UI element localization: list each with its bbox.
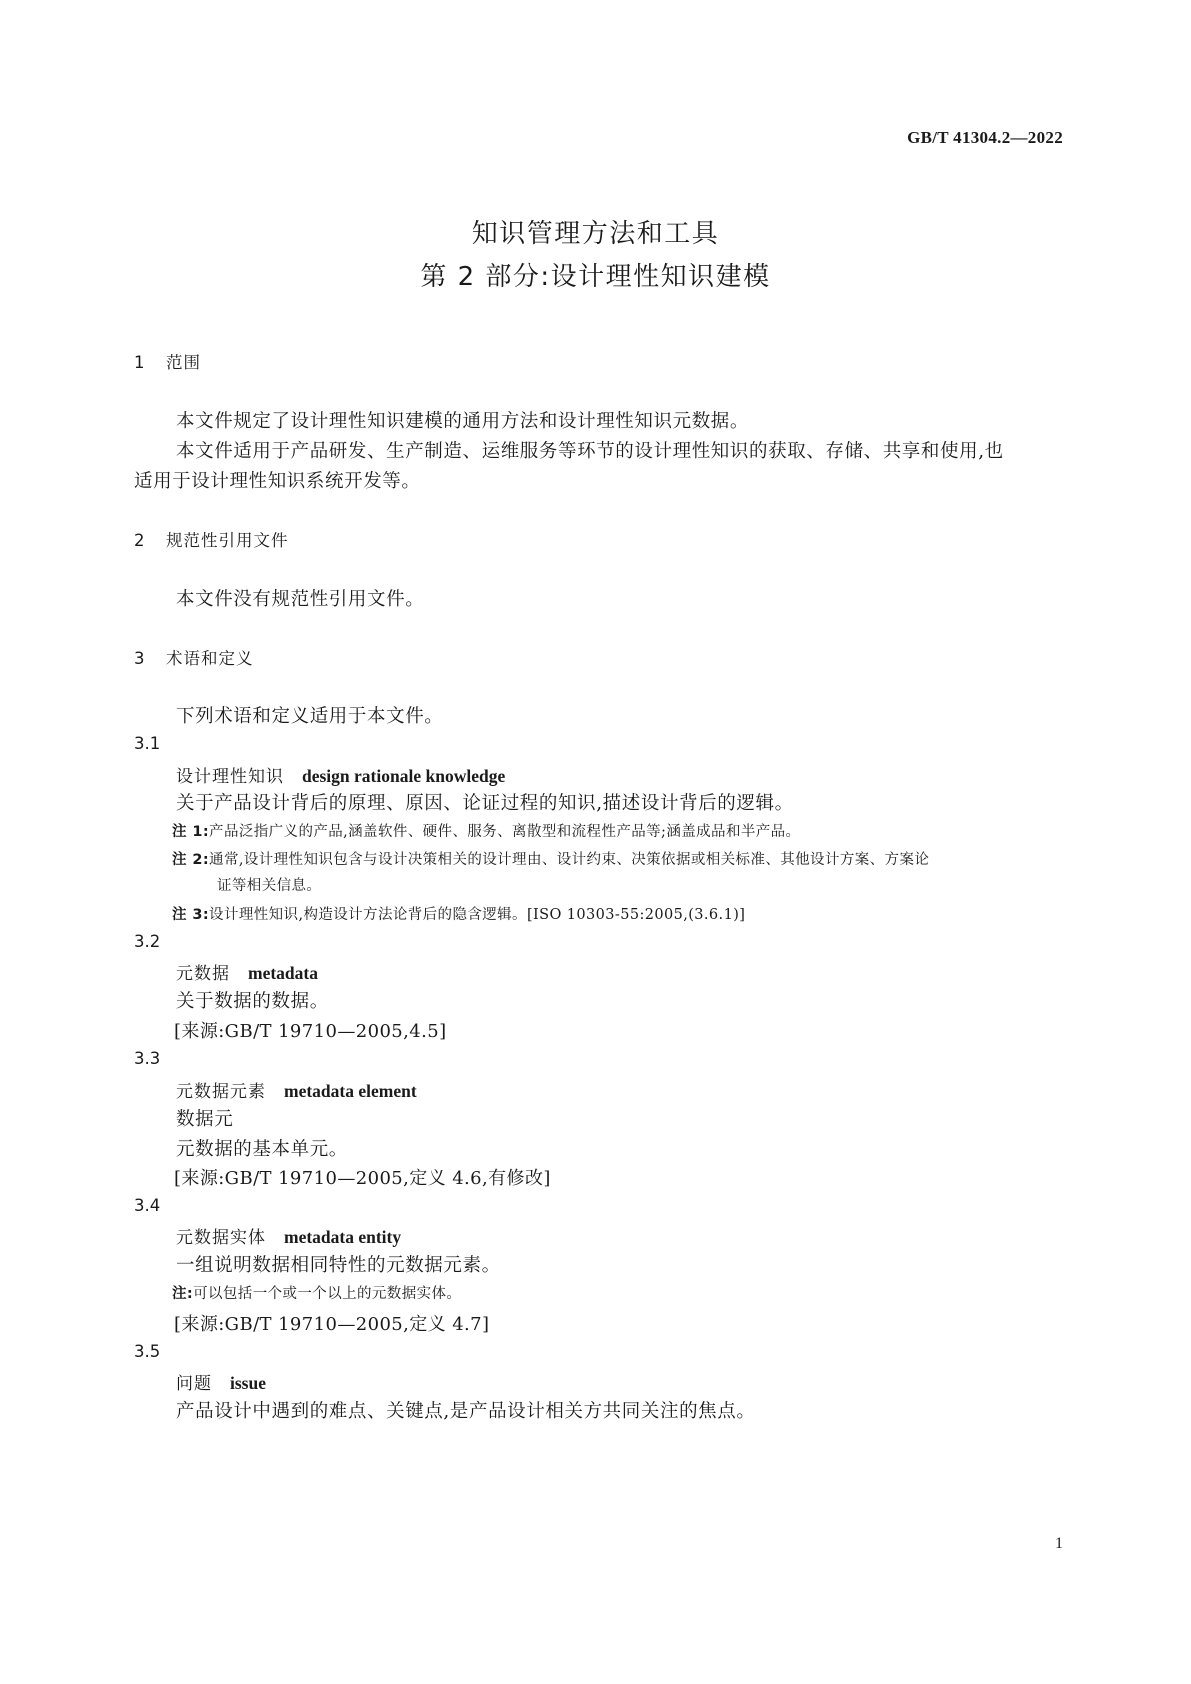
term-zh: 设计理性知识: [176, 767, 284, 787]
term-3-1-note-2: [172, 848, 929, 869]
term-3-2-number: 3.2: [134, 932, 161, 951]
note-text: 设计理性知识,构造设计方法论背后的隐含逻辑。[ISO 10303-55:2005,(3.6.1)]: [209, 907, 746, 923]
term-3-1-definition: 关于产品设计背后的原理、原因、论证过程的知识,描述设计背后的逻辑。: [176, 793, 794, 814]
section-title: 术语和定义: [166, 649, 254, 668]
note-text: 产品泛指广义的产品,涵盖软件、硬件、服务、离散型和流程性产品等;涵盖成品和半产品。: [209, 824, 801, 840]
term-3-4: [176, 1223, 401, 1248]
note-text: 可以包括一个或一个以上的元数据实体。: [193, 1286, 462, 1302]
term-3-3-definition: 元数据的基本单元。: [176, 1139, 348, 1160]
section-3-intro: 下列术语和定义适用于本文件。: [176, 706, 444, 727]
term-3-5: [176, 1369, 266, 1394]
document-title-line1: 知识管理方法和工具: [471, 219, 720, 249]
term-3-5-definition: 产品设计中遇到的难点、关键点,是产品设计相关方共同关注的焦点。: [176, 1401, 756, 1422]
section-1-heading: [134, 349, 201, 373]
term-3-1: [176, 762, 505, 787]
section-3-heading: [134, 645, 254, 669]
term-3-1-note-2-cont: 证等相关信息。: [217, 878, 322, 894]
term-zh: 元数据: [176, 964, 230, 984]
note-label: 注 1:: [172, 824, 210, 840]
section-title: 规范性引用文件: [166, 531, 289, 550]
section-2-paragraph: 本文件没有规范性引用文件。: [176, 589, 425, 610]
section-title: 范围: [166, 353, 201, 372]
term-3-1-note-1: [172, 820, 800, 841]
section-1-paragraph-1: 本文件规定了设计理性知识建模的通用方法和设计理性知识元数据。: [176, 411, 750, 432]
note-label: 注 2:: [172, 852, 210, 868]
term-3-1-note-3: [172, 903, 745, 924]
section-1-paragraph-2-line2: 适用于设计理性知识系统开发等。: [134, 471, 421, 492]
section-2-heading: [134, 527, 289, 551]
standard-code: GB/T 41304.2—2022: [907, 128, 1063, 147]
section-1-paragraph-2-line1: 本文件适用于产品研发、生产制造、运维服务等环节的设计理性知识的获取、存储、共享和使用,也: [176, 441, 1004, 462]
term-en: metadata element: [284, 1081, 417, 1101]
section-number: 2: [134, 531, 146, 550]
term-3-1-number: 3.1: [134, 734, 161, 753]
term-3-5-number: 3.5: [134, 1342, 161, 1361]
term-3-2: [176, 959, 318, 984]
section-number: 1: [134, 353, 146, 372]
term-3-4-note: [172, 1282, 461, 1303]
term-en: issue: [230, 1373, 266, 1393]
term-en: metadata: [248, 963, 318, 983]
term-3-4-source: [来源:GB/T 19710—2005,定义 4.7]: [174, 1314, 490, 1335]
document-title-line2: 第 2 部分:设计理性知识建模: [420, 262, 771, 292]
term-3-4-definition: 一组说明数据相同特性的元数据元素。: [176, 1255, 501, 1276]
term-en: design rationale knowledge: [302, 766, 506, 786]
section-number: 3: [134, 649, 146, 668]
note-text: 通常,设计理性知识包含与设计决策相关的设计理由、设计约束、决策依据或相关标准、其他设计方案、方案论: [209, 852, 930, 868]
term-3-3: [176, 1077, 417, 1102]
term-zh: 元数据元素: [176, 1082, 266, 1102]
term-zh: 元数据实体: [176, 1228, 266, 1248]
term-3-4-number: 3.4: [134, 1196, 161, 1215]
note-label: 注 3:: [172, 907, 210, 923]
term-zh: 问题: [176, 1374, 212, 1394]
term-3-2-source: [来源:GB/T 19710—2005,4.5]: [174, 1021, 447, 1042]
term-3-3-number: 3.3: [134, 1049, 161, 1068]
note-label: 注:: [172, 1286, 194, 1302]
page-number: 1: [1055, 1535, 1063, 1552]
term-en: metadata entity: [284, 1227, 402, 1247]
term-3-2-definition: 关于数据的数据。: [176, 991, 329, 1012]
term-3-3-alternate: 数据元: [176, 1109, 234, 1130]
term-3-3-source: [来源:GB/T 19710—2005,定义 4.6,有修改]: [174, 1168, 551, 1189]
